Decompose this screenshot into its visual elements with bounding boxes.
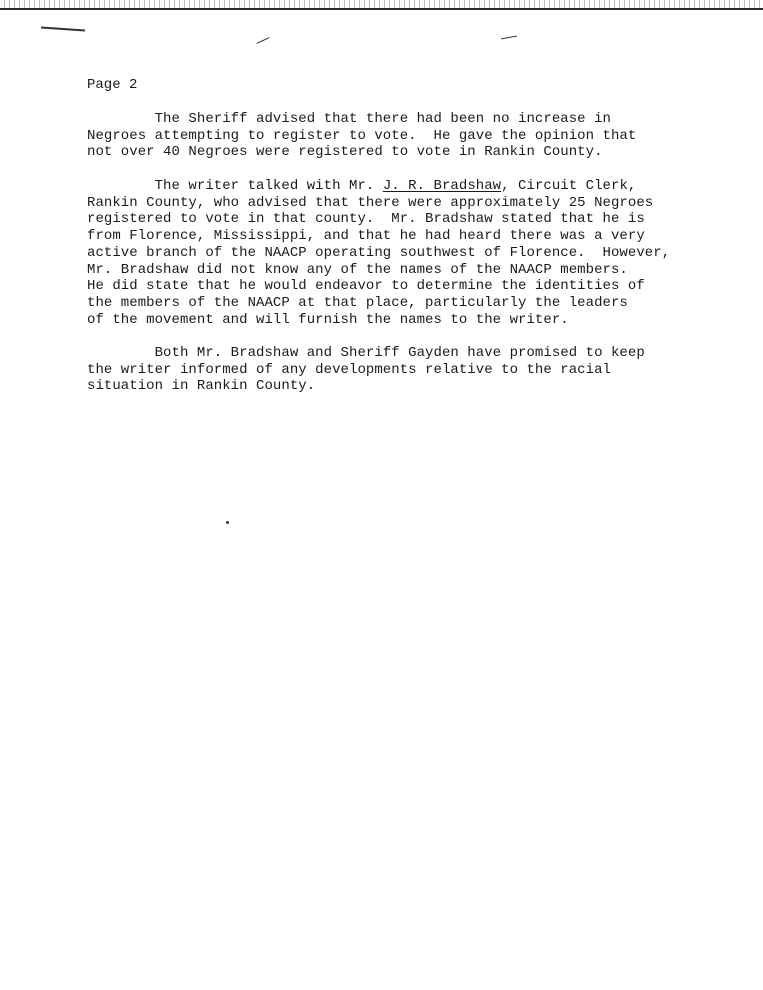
text-line	[87, 178, 727, 195]
text-line: of the movement and will furnish the names to the writer.	[87, 311, 569, 328]
text-line: The Sheriff advised that there had been no increase in	[87, 111, 611, 127]
text-line: the members of the NAACP at that place, particularly the leaders	[87, 294, 628, 311]
page-number: Page 2	[87, 77, 138, 93]
pen-mark	[41, 26, 85, 31]
paragraph-2	[87, 178, 727, 328]
text-line: Both Mr. Bradshaw and Sheriff Gayden have promised to keep	[87, 345, 645, 361]
text-line: not over 40 Negroes were registered to vote in Rankin County.	[87, 144, 603, 161]
text-line: He did state that he would endeavor to determine the identities of	[87, 278, 645, 295]
paragraph-1	[87, 111, 727, 161]
text-line-start: The writer talked with Mr.	[87, 178, 383, 194]
pen-mark	[256, 37, 269, 44]
paragraph-3	[87, 345, 727, 395]
top-border-rule	[0, 0, 763, 10]
text-line: active branch of the NAACP operating southwest of Florence. However,	[87, 244, 671, 261]
underlined-name: J. R. Bradshaw	[382, 178, 502, 194]
text-line: Rankin County, who advised that there were approximately 25 Negroes	[87, 194, 654, 211]
pen-mark	[501, 36, 517, 40]
text-line: Mr. Bradshaw did not know any of the names of the NAACP members.	[87, 261, 628, 278]
text-line: situation in Rankin County.	[87, 378, 316, 395]
text-line-end: , Circuit Clerk,	[501, 178, 637, 194]
text-line: Negroes attempting to register to vote. He gave the opinion that	[87, 127, 637, 144]
text-line: the writer informed of any developments relative to the racial	[87, 361, 611, 378]
stray-dot	[226, 521, 229, 524]
text-line: registered to vote in that county. Mr. Bradshaw stated that he is	[87, 211, 645, 228]
text-line: from Florence, Mississippi, and that he had heard there was a very	[87, 228, 645, 245]
